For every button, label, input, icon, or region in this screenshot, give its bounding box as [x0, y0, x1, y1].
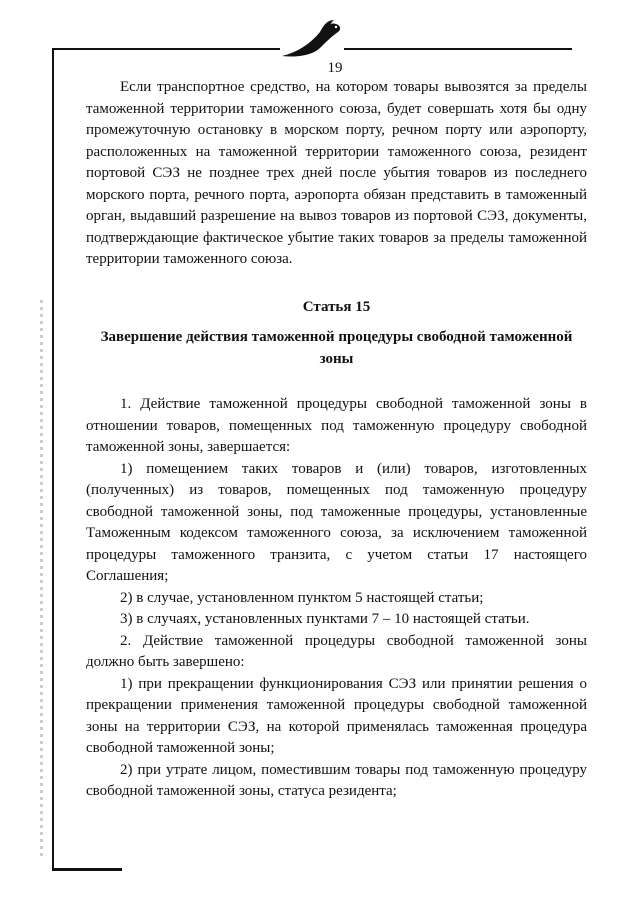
frame-border-top-left [52, 48, 280, 50]
article-heading: Статья 15 [302, 298, 371, 315]
article-title: Завершение действия таможенной процедуры свободной таможенной зоны [100, 329, 573, 367]
paragraph: 2) в случае, установленном пунктом 5 настоящей статьи; [120, 589, 484, 606]
frame-border-bottom [52, 868, 122, 871]
page-number: 19 [327, 60, 343, 76]
intro-paragraph: Если транспортное средство, на котором товары вывозятся за пределы таможенной территории таможенного союза, будет совершать хотя бы одну промежуточную остановку в морском порту, речном порту или аэропорту, расположенных на таможенной территории таможенного союза, резидент портовой СЭЗ не позднее трех дней после убытия товаров из последнего морского порта, речного порта, аэропорта обязан представить в таможенный орган, выдавший разрешение на вывоз товаров из портовой СЭЗ, документы, подтверждающие фактическое убытие таких товаров за пределы таможенной территории таможенного союза. [86, 79, 587, 267]
paragraph: 2) при утрате лицом, поместившим товары под таможенную процедуру свободной таможенной зоны, статуса резидента; [86, 761, 587, 799]
bird-emblem-icon [280, 18, 346, 60]
document-body [86, 77, 587, 803]
paragraph: 1) при прекращении функционирования СЭЗ или принятии решения о прекращении применения таможенной процедуры свободной таможенной зоны на территории СЭЗ, на которой применялась таможенная процедура свободной таможенной зоны; [86, 675, 587, 756]
frame-border-left [52, 48, 54, 870]
frame-border-top-right [344, 48, 572, 50]
paragraph: 1) помещением таких товаров и (или) товаров, изготовленных (полученных) из товаров, помещенных под таможенную процедуру свободной таможенной зоны, под таможенные процедуры, установленные Таможенным кодексом таможенного союза, за исключением таможенной процедуры таможенного транзита, с учетом статьи 17 настоящего Соглашения; [86, 460, 587, 584]
paragraph: 3) в случаях, установленных пунктами 7 – 10 настоящей статьи. [120, 611, 530, 627]
paragraph: 1. Действие таможенной процедуры свободной таможенной зоны в отношении товаров, помещенных под таможенную процедуру свободной таможенной зоны, завершается: [86, 396, 587, 455]
paragraph: 2. Действие таможенной процедуры свободной таможенной зоны должно быть завершено: [86, 632, 587, 670]
scan-binding-edge [40, 300, 43, 860]
